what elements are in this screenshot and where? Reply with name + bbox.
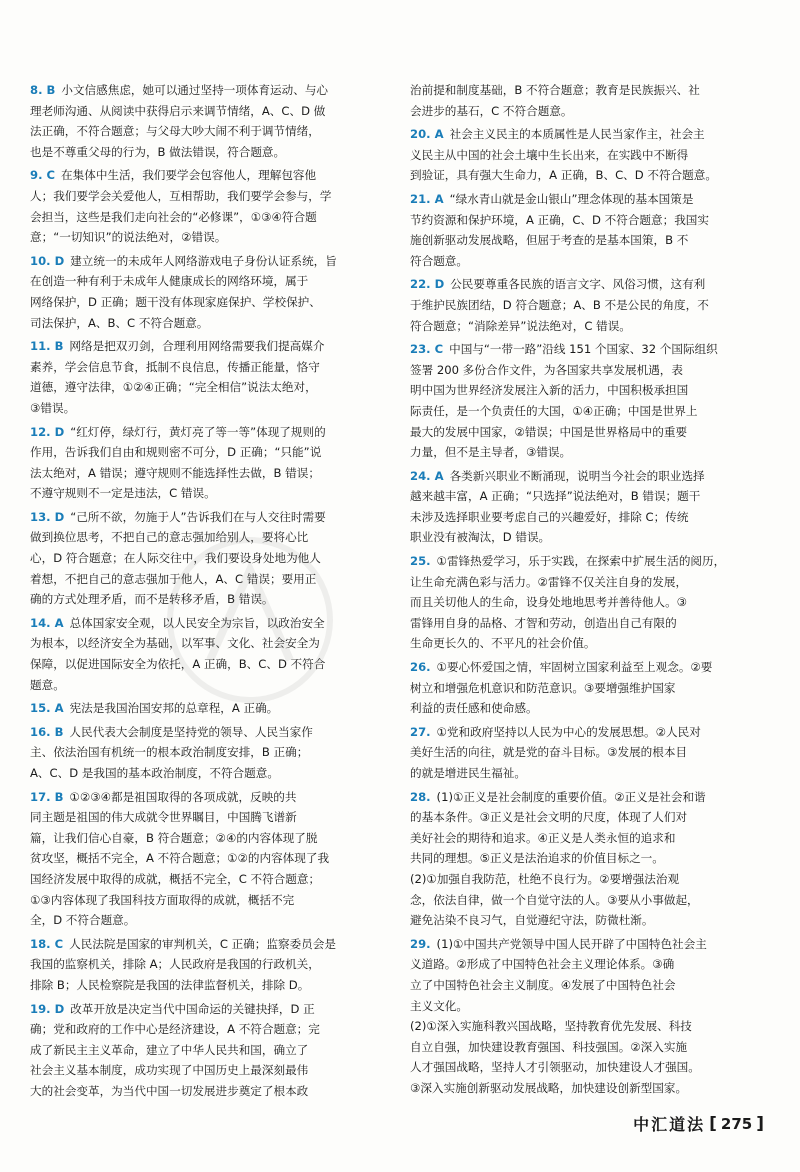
answer-line <box>410 165 770 186</box>
answer-entry <box>30 507 390 610</box>
answer-text: 道德，遵守法律，①②④正确；“完全相信”说法太绝对， <box>30 380 317 395</box>
answer-line <box>30 975 390 996</box>
answer-line <box>30 787 390 808</box>
answer-line <box>410 633 770 654</box>
answer-entry <box>410 657 770 719</box>
answer-line <box>410 807 770 828</box>
answer-text: 确的方式处理矛盾，而不是转移矛盾，B 错误。 <box>30 592 274 607</box>
answer-line <box>30 954 390 975</box>
answer-text: 排除 B；人民检察院是我国的法律监督机关，排除 D。 <box>30 977 310 992</box>
answer-line <box>30 654 390 675</box>
answer-line <box>30 742 390 763</box>
answer-text: 义民主从中国的社会土壤中生长出来，在实践中不断得 <box>410 147 689 162</box>
answer-entry <box>30 698 390 719</box>
answer-text: 于维护民族团结，D 符合题意；A、B 不是公民的角度，不 <box>410 297 709 312</box>
answer-text: 社会主义民主的本质属性是人民当家作主，社会主 <box>449 127 705 142</box>
answer-text: 主义文化。 <box>410 998 468 1013</box>
answer-text: 国经济发展中取得的成就，概括不完全，C 不符合题意； <box>30 871 321 886</box>
answer-text: 力量，但不是主导者，③错误。 <box>410 445 572 460</box>
answer-line <box>30 999 390 1020</box>
answer-line <box>410 722 770 743</box>
answer-line <box>30 442 390 463</box>
answer-text: ③错误。 <box>30 400 76 415</box>
answer-text: 明中国为世界经济发展注入新的活力，中国积极承担国 <box>410 383 689 398</box>
answer-text: 的就是增进民生福祉。 <box>410 766 526 780</box>
answer-entry <box>410 80 770 121</box>
answer-text: 主、依法治国有机统一的根本政治制度安排，B 正确； <box>30 745 309 760</box>
answer-text: 确；党和政府的工作中心是经济建设，A 不符合题意；完 <box>30 1022 320 1037</box>
answer-text: 符合题意；“消除差异”说法绝对，C 错误。 <box>410 318 631 333</box>
answer-text: 中国与“一带一路”沿线 151 个国家、32 个国际组织 <box>449 342 718 357</box>
answer-line <box>410 954 770 975</box>
answer-text: 自立自强，加快建设教育强国、科技强国。②深入实施 <box>410 1039 688 1054</box>
answer-number: 23. C <box>410 342 444 357</box>
answer-text: (2)①加强自我防范，杜绝不良行为。②要增强法治观 <box>410 871 680 886</box>
answer-line <box>410 657 770 678</box>
answer-number: 26. <box>410 660 431 675</box>
answer-text: 而且关切他人的生命，设身处地地思考并善待他人。③ <box>410 595 688 610</box>
answer-text: 际责任，是一个负责任的大国，①④正确；中国是世界上 <box>410 403 698 418</box>
answer-line <box>410 145 770 166</box>
answer-text: ③深入实施创新驱动发展战略，加快建设创新型国家。 <box>410 1080 688 1095</box>
answer-line <box>410 1037 770 1058</box>
answer-line <box>30 336 390 357</box>
answer-text: 利益的责任感和使命感。 <box>410 701 538 716</box>
answer-line <box>410 996 770 1017</box>
answer-text: (1)①正义是社会制度的重要价值。②正义是社会和谐 <box>436 789 706 804</box>
answer-line <box>30 828 390 849</box>
answer-line <box>30 422 390 443</box>
answer-number: 28. <box>410 789 431 804</box>
answer-entry <box>30 422 390 504</box>
answer-entry <box>30 336 390 418</box>
footer-brand: 中汇道法 <box>633 1115 706 1134</box>
answer-text: 不遵守规则不一定是违法，C 错误。 <box>30 486 216 501</box>
answer-line <box>30 80 390 101</box>
answer-text: 建立统一的未成年人网络游戏电子身份认证系统，旨 <box>70 253 337 268</box>
answer-entry <box>30 613 390 695</box>
answer-text: 美好社会的期待和追求。④正义是人类永恒的追求和 <box>410 830 676 845</box>
answer-line <box>410 380 770 401</box>
answer-text: 宪法是我国治国安邦的总章程，A 正确。 <box>69 701 279 716</box>
answer-line <box>30 934 390 955</box>
answer-line <box>410 828 770 849</box>
answer-line <box>410 124 770 145</box>
answer-line <box>30 763 390 784</box>
answer-line <box>410 486 770 507</box>
answer-line <box>30 675 390 696</box>
answer-line <box>410 848 770 869</box>
answer-text: 法太绝对，A 错误；遵守规则不能选择性去做，B 错误； <box>30 465 320 480</box>
answer-line <box>30 271 390 292</box>
answer-line <box>410 742 770 763</box>
answer-line <box>410 934 770 955</box>
answer-text: 网络是把双刃剑，合理利用网络需要我们提高媒介 <box>69 339 325 354</box>
answer-line <box>410 787 770 808</box>
answer-line <box>30 869 390 890</box>
answer-text: 在创造一种有利于未成年人健康成长的网络环境，属于 <box>30 274 309 289</box>
answer-number: 11. B <box>30 339 64 354</box>
answer-text: 也是不尊重父母的行为，B 做法错误，符合题意。 <box>30 144 286 159</box>
answer-line <box>30 890 390 911</box>
answer-text: 在集体中生活，我们要学会包容他人，理解包容他 <box>61 168 317 183</box>
answer-line <box>30 633 390 654</box>
answer-line <box>30 698 390 719</box>
bracket-close: ] <box>756 1113 764 1134</box>
answer-line <box>30 121 390 142</box>
answer-line <box>410 975 770 996</box>
answer-line <box>30 589 390 610</box>
answer-text: 人民法院是国家的审判机关，C 正确；监察委员会是 <box>69 936 336 951</box>
answer-number: 22. D <box>410 277 445 292</box>
answer-text: 美好生活的向往，就是党的奋斗目标。③发展的根本目 <box>410 745 688 760</box>
answer-line <box>410 1016 770 1037</box>
answer-line <box>410 890 770 911</box>
answer-text: 心，D 符合题意；在人际交往中，我们要设身处地为他人 <box>30 551 321 566</box>
answer-line <box>30 807 390 828</box>
answer-text: 生命更长久的、不平凡的社会价值。 <box>410 636 596 651</box>
answer-text: 人才强国战略，坚持人才引领驱动，加快建设人才强国。 <box>410 1060 700 1075</box>
answer-line <box>410 613 770 634</box>
answer-text: 贫攻坚，概括不完全，A 不符合题意；①②的内容体现了我 <box>30 851 330 866</box>
answer-entry <box>410 124 770 186</box>
answer-line <box>410 910 770 931</box>
answer-text: 念，依法自律，做一个自觉守法的人。③要从小事做起， <box>410 892 699 907</box>
answer-line <box>30 357 390 378</box>
answer-text: “绿水青山就是金山银山”理念体现的基本国策是 <box>449 191 694 206</box>
answer-line <box>30 313 390 334</box>
answer-line <box>30 292 390 313</box>
answer-text: 法正确，不符合题意；与父母大吵大闹不利于调节情绪， <box>30 124 320 139</box>
answer-entry <box>30 165 390 247</box>
answer-entry <box>30 251 390 333</box>
answer-line <box>30 569 390 590</box>
answer-line <box>410 507 770 528</box>
answer-text: 最大的发展中国家，②错误；中国是世界格局中的重要 <box>410 424 688 439</box>
answer-text: 让生命充满色彩与活力。②雷锋不仅关注自身的发展， <box>410 574 688 589</box>
answer-number: 13. D <box>30 509 65 524</box>
answer-line <box>30 398 390 419</box>
answer-text: ①③内容体现了我国科技方面取得的成就，概括不完 <box>30 892 295 907</box>
answer-entry <box>30 934 390 996</box>
answer-text: 治前提和制度基础，B 不符合题意；教育是民族振兴、社 <box>410 83 700 97</box>
answer-line <box>30 377 390 398</box>
answer-line <box>410 1057 770 1078</box>
answer-number: 12. D <box>30 424 65 439</box>
answer-text: 社会主义基本制度，成功实现了中国历史上最深刻最伟 <box>30 1063 309 1078</box>
answer-line <box>410 592 770 613</box>
answer-line <box>410 295 770 316</box>
answer-line <box>30 142 390 163</box>
answer-line <box>410 678 770 699</box>
answer-entry <box>410 551 770 654</box>
answer-text: “己所不欲，勿施于人”告诉我们在与人交往时需要 <box>70 509 326 524</box>
answer-number: 15. A <box>30 701 64 716</box>
answer-line <box>30 1081 390 1102</box>
answer-text: 同主题是祖国的伟大成就令世界瞩目，中国腾飞谱新 <box>30 810 297 825</box>
answer-text: 施创新驱动发展战略，但屈于考查的是基本国策，B 不 <box>410 233 689 248</box>
answer-line <box>410 101 770 122</box>
answer-text: 人民代表大会制度是坚持党的领导、人民当家作 <box>69 724 313 739</box>
answer-entry <box>410 934 770 1099</box>
answer-text: 成了新民主主义革命，建立了中华人民共和国，确立了 <box>30 1042 309 1057</box>
answer-line <box>410 210 770 231</box>
answer-entry <box>410 466 770 548</box>
answer-text: 避免沾染不良习气，自觉遵纪守法，防微杜渐。 <box>410 913 654 928</box>
answer-text: 大的社会变革，为当代中国一切发展进步奠定了根本政 <box>30 1083 309 1098</box>
answer-text: 会担当，这些是我们走向社会的“必修课”，①③④符合题 <box>30 209 317 224</box>
answer-line <box>410 230 770 251</box>
answer-text: 签署 200 多份合作文件，为各国家共享发展机遇，表 <box>410 362 683 377</box>
answer-number: 25. <box>410 554 431 569</box>
answer-text: 小文信感焦虑，她可以通过坚持一项体育运动、与心 <box>61 83 329 97</box>
answer-text: 各类新兴职业不断涌现，说明当今社会的职业选择 <box>449 468 705 483</box>
answer-number: 18. C <box>30 936 64 951</box>
answer-line <box>410 316 770 337</box>
answer-line <box>410 1078 770 1099</box>
answer-line <box>410 442 770 463</box>
answer-text: 的基本条件。③正义是社会文明的尺度，体现了人们对 <box>410 810 688 825</box>
answer-line <box>30 101 390 122</box>
answer-number: 29. <box>410 936 431 951</box>
answer-text: A、C、D 是我国的基本政治制度，不符合题意。 <box>30 766 279 780</box>
answer-text: 作用，告诉我们自由和规则密不可分，D 正确；“只能”说 <box>30 445 322 460</box>
answer-text: 着想，不把自己的意志强加于他人，A、C 错误；要用正 <box>30 571 317 586</box>
answer-entry <box>410 274 770 336</box>
answer-text: 题意。 <box>30 677 65 692</box>
answer-line <box>410 251 770 272</box>
answer-line <box>410 763 770 784</box>
answer-line <box>410 339 770 360</box>
answer-text: 保障，以促进国际安全为依托，A 正确，B、C、D 不符合 <box>30 657 326 672</box>
answer-line <box>410 422 770 443</box>
answer-line <box>410 869 770 890</box>
answer-text: 会进步的基石，C 不符合题意。 <box>410 103 573 118</box>
left-column <box>30 80 390 1105</box>
answer-line <box>410 401 770 422</box>
answer-line <box>30 910 390 931</box>
answer-page <box>30 60 770 1120</box>
answer-number: 24. A <box>410 468 444 483</box>
answer-entry <box>30 722 390 784</box>
answer-text: 越来越丰富，A 正确；“只选择”说法绝对，B 错误；题干 <box>410 489 701 504</box>
answer-text: 未涉及选择职业要考虑自己的兴趣爱好，排除 C；传统 <box>410 509 689 524</box>
answer-number: 16. B <box>30 724 64 739</box>
answer-line <box>30 848 390 869</box>
answer-entry <box>410 722 770 784</box>
answer-text: (1)①中国共产党领导中国人民开辟了中国特色社会主 <box>436 936 707 951</box>
answer-text: (2)①深入实施科教兴国战略，坚持教育优先发展、科技 <box>410 1019 692 1034</box>
answer-text: “红灯停，绿灯行，黄灯亮了等一等”体现了规则的 <box>70 424 326 439</box>
answer-text: 立了中国特色社会主义制度。④发展了中国特色社会 <box>410 977 676 992</box>
answer-text: 雷锋用自身的品格、才智和劳动，创造出自己有限的 <box>410 615 677 630</box>
answer-text: 篇，让我们信心自豪，B 符合题意；②④的内容体现了脱 <box>30 830 318 845</box>
answer-line <box>30 1060 390 1081</box>
answer-number: 9. C <box>30 168 56 183</box>
answer-line <box>30 548 390 569</box>
answer-text: 素养，学会信息节食，抵制不良信息，传播正能量，恪守 <box>30 359 320 374</box>
answer-number: 10. D <box>30 253 65 268</box>
answer-line <box>30 463 390 484</box>
answer-line <box>30 165 390 186</box>
answer-line <box>30 507 390 528</box>
bracket-open: [ <box>709 1113 717 1134</box>
answer-text: ①雷锋热爱学习，乐于实践，在探索中扩展生活的阅历， <box>436 554 726 569</box>
answer-text: 做到换位思考，不把自己的意志强加给别人，要将心比 <box>30 530 309 545</box>
answer-number: 17. B <box>30 789 64 804</box>
answer-text: 人；我们要学会关爱他人，互相帮助，我们要学会参与，学 <box>30 188 332 203</box>
answer-line <box>30 186 390 207</box>
answer-entry <box>30 787 390 931</box>
answer-line <box>410 527 770 548</box>
page-number: 275 <box>720 1114 753 1133</box>
answer-text: 我国的监察机关，排除 A；人民政府是我国的行政机关， <box>30 957 320 972</box>
page-footer <box>633 1112 764 1135</box>
answer-number: 14. A <box>30 615 64 630</box>
answer-line <box>410 551 770 572</box>
answer-entry <box>410 339 770 463</box>
answer-line <box>30 1040 390 1061</box>
answer-text: 意；“一切知识”的说法绝对，②错误。 <box>30 230 227 245</box>
answer-text: 到验证，具有强大生命力，A 正确，B、C、D 不符合题意。 <box>410 168 717 183</box>
answer-entry <box>30 999 390 1102</box>
answer-number: 20. A <box>410 127 444 142</box>
answer-text: 公民要尊重各民族的语言文字、风俗习惯，这有利 <box>450 277 706 292</box>
answer-text: ①②③④都是祖国取得的各项成就，反映的共 <box>69 789 297 804</box>
answer-text: 全，D 不符合题意。 <box>30 913 136 928</box>
answer-number: 21. A <box>410 191 444 206</box>
answer-number: 19. D <box>30 1001 65 1016</box>
answer-line <box>410 360 770 381</box>
answer-text: 为根本，以经济安全为基础，以军事、文化、社会安全为 <box>30 636 320 651</box>
answer-entry <box>30 80 390 162</box>
answer-text: ①党和政府坚持以人民为中心的发展思想。②人民对 <box>436 724 701 739</box>
answer-text: 共同的理想。⑤正义是法治追求的价值目标之一。 <box>410 851 664 866</box>
answer-number: 8. B <box>30 83 56 97</box>
answer-line <box>410 80 770 101</box>
answer-text: 理老师沟通、从阅读中获得启示来调节情绪，A、C、D 做 <box>30 103 326 118</box>
answer-line <box>410 572 770 593</box>
answer-line <box>30 251 390 272</box>
answer-text: ①要心怀爱国之情，牢固树立国家利益至上观念。②要 <box>436 660 713 675</box>
answer-text: 树立和增强危机意识和防范意识。③要增强维护国家 <box>410 680 676 695</box>
answer-line <box>30 613 390 634</box>
answer-line <box>410 698 770 719</box>
answer-text: 改革开放是决定当代中国命运的关键抉择，D 正 <box>70 1001 315 1016</box>
answer-text: 网络保护，D 正确；题干没有体现家庭保护、学校保护、 <box>30 294 321 309</box>
answer-text: 义道路。②形成了中国特色社会主义理论体系。③确 <box>410 957 675 972</box>
answer-number: 27. <box>410 724 431 739</box>
answer-text: 总体国家安全观，以人民安全为宗旨，以政治安全 <box>69 615 325 630</box>
answer-line <box>410 274 770 295</box>
answer-line <box>410 189 770 210</box>
answer-line <box>30 227 390 248</box>
answer-line <box>30 207 390 228</box>
answer-text: 节约资源和保护环境，A 正确，C、D 不符合题意；我国实 <box>410 212 709 227</box>
answer-text: 职业没有被淘汰，D 错误。 <box>410 530 551 545</box>
right-column <box>410 80 770 1102</box>
answer-text: 符合题意。 <box>410 253 468 268</box>
answer-line <box>30 527 390 548</box>
answer-entry <box>410 189 770 271</box>
answer-entry <box>410 787 770 931</box>
answer-line <box>30 1019 390 1040</box>
answer-line <box>30 722 390 743</box>
answer-text: 司法保护，A、B、C 不符合题意。 <box>30 315 209 330</box>
answer-line <box>30 483 390 504</box>
answer-line <box>410 466 770 487</box>
